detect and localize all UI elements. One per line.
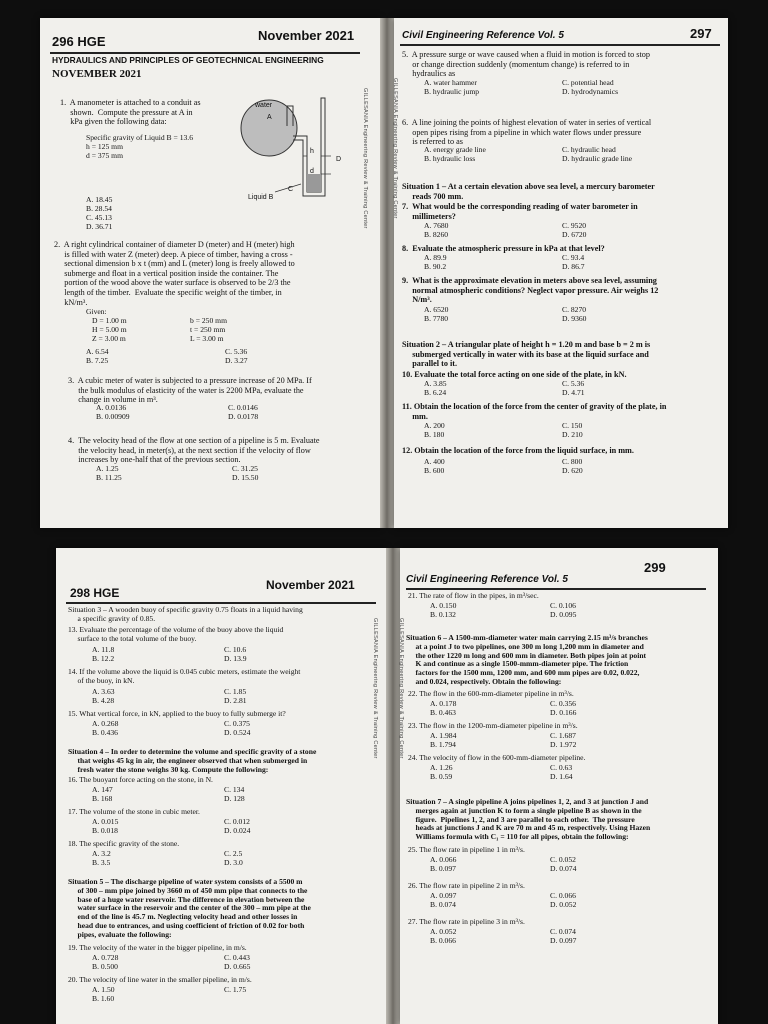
option: B. 600: [424, 466, 445, 475]
option: A. 0.066: [430, 855, 457, 864]
option: C. 0.356: [550, 699, 576, 708]
option: A. 0.052: [430, 927, 457, 936]
question-3: 3. A cubic meter of water is subjected to a pressure increase of 20 MPa. If the bulk modulus of elasticity of the water is 2200 MPa, evaluate the change in volume in m³.: [68, 376, 312, 405]
option: B. 0.018: [92, 826, 118, 835]
question-17: 17. The volume of the stone in cubic meter.: [68, 807, 200, 816]
figure-label-h: h: [310, 148, 314, 155]
option: A. 6.54: [86, 347, 109, 356]
question-1-data: Specific gravity of Liquid B = 13.6 h = 125 mm d = 375 mm: [86, 133, 193, 160]
option: D. 86.7: [562, 262, 585, 271]
option: C. 150: [562, 421, 583, 430]
page-number: 298 HGE: [70, 586, 120, 600]
option: D. 15.50: [232, 473, 259, 482]
situation-2: Situation 2 – A triangular plate of height h = 1.20 m and base b = 2 m is submerged vertically in water with its base at the liquid surface and parallel to it.: [402, 340, 651, 369]
question-8: 8. Evaluate the atmospheric pressure in kPa at that level?: [402, 244, 605, 253]
page-296: [40, 18, 380, 528]
option: A. 0.097: [430, 891, 457, 900]
header-rule: [50, 52, 360, 54]
option: B. 0.436: [92, 728, 118, 737]
option: A. energy grade line: [424, 145, 486, 154]
question-24: 24. The velocity of flow in the 600-mm-diameter pipeline.: [408, 753, 586, 762]
option: A. 0.150: [430, 601, 457, 610]
option: C. 0.052: [550, 855, 576, 864]
side-watermark: GILLESANIA Engineering Review & Training Center: [372, 618, 378, 759]
option: C. 2.5: [224, 849, 243, 858]
question-25: 25. The flow rate in pipeline 1 in m³/s.: [408, 845, 525, 854]
option: D. 620: [562, 466, 583, 475]
option: D. 3.27: [225, 356, 248, 365]
option: B. 0.00909: [96, 412, 130, 421]
option: A. 0.015: [92, 817, 119, 826]
option: C. 8270: [562, 305, 587, 314]
option: B. 180: [424, 430, 445, 439]
option: D. 13.9: [224, 654, 247, 663]
option: C. 0.375: [224, 719, 250, 728]
question-21: 21. The rate of flow in the pipes, in m³/sec.: [408, 591, 539, 600]
option: D. 0.052: [550, 900, 577, 909]
option: A. 1.984: [430, 731, 457, 740]
option: A. 0.0136: [96, 403, 127, 412]
option: C. 45.13: [86, 213, 112, 222]
question-2: 2. A right cylindrical container of diameter D (meter) and H (meter) high is filled with water Z (meter) deep. A piece of timber, having a cross - sectional dimension b x t (mm) and L (meter) long is freely allowed to submerge and float in a vertical position inside the container. The portion of the wood above the water surface is observed to be 2/3 the length of the timber. Evaluate the specific weight of the timber, in kN/m³.: [54, 240, 295, 307]
figure-label-c: C: [288, 186, 294, 193]
header-rule: [66, 602, 376, 604]
section-subtitle: NOVEMBER 2021: [52, 68, 142, 80]
figure-label-d: d: [310, 168, 314, 175]
given-right: b = 250 mm t = 250 mm L = 3.00 m: [190, 316, 227, 343]
option: D. 36.71: [86, 222, 113, 231]
option: C. 10.6: [224, 645, 247, 654]
option: D. 4.71: [562, 388, 585, 397]
option: D. 210: [562, 430, 583, 439]
option: D. 0.665: [224, 962, 251, 971]
option: A. 147: [92, 785, 113, 794]
option: C. potential head: [562, 78, 614, 87]
option: B. 0.59: [430, 772, 453, 781]
page-298: [56, 548, 386, 1024]
option: A. water hammer: [424, 78, 477, 87]
option: D. 1.972: [550, 740, 577, 749]
option: D. 0.524: [224, 728, 251, 737]
option: C. 0.066: [550, 891, 576, 900]
question-12: 12. Obtain the location of the force from the liquid surface, in mm.: [402, 446, 634, 455]
question-5: 5. A pressure surge or wave caused when a fluid in motion is forced to stop or change direction suddenly (momentum change) is referred to in hydraulics as: [402, 50, 650, 79]
question-14: 14. If the volume above the liquid is 0.045 cubic meters, estimate the weight of the buoy, in kN.: [68, 667, 301, 685]
option: C. 1.687: [550, 731, 576, 740]
figure-label-a: A: [267, 114, 272, 121]
option: B. 7.25: [86, 356, 109, 365]
situation-7: Situation 7 – A single pipeline A joins pipelines 1, 2, and 3 at junction J and merges again at junction K to form a single pipeline B as shown in the figure. Pipelines 1, 2, and 3 are parallel to each other. The pressure heads at junctions J and K are 70 m and 45 m, respectively. Using Hazen Williams formula with C₁ = 110 for all pipes, obtain the following:: [406, 797, 651, 842]
question-20: 20. The velocity of line water in the smaller pipeline, in m/s.: [68, 975, 252, 984]
option: D. hydrodynamics: [562, 87, 619, 96]
side-watermark: GILLESANIA Engineering Review & Training Center: [362, 88, 368, 229]
situation-4: Situation 4 – In order to determine the volume and specific gravity of a stone that weighs 45 kg in air, the engineer observed that when submerged in fresh water the stone weighs 30 kg. Compute the following:: [68, 747, 317, 774]
question-7: 7. What would be the corresponding reading of water barometer in millimeters?: [402, 202, 638, 221]
option: B. 1.60: [92, 994, 115, 1003]
option: A. 0.728: [92, 953, 119, 962]
header-rule: [400, 44, 720, 46]
question-4: 4. The velocity head of the flow at one section of a pipeline is 5 m. Evaluate the velocity head, in meter(s), at the next section if the velocity of flow increases by one-half that of the previous section.: [68, 436, 320, 465]
section-title: HYDRAULICS AND PRINCIPLES OF GEOTECHNICAL ENGINEERING: [52, 55, 324, 65]
question-13: 13. Evaluate the percentage of the volume of the buoy above the liquid surface to the total volume of the buoy.: [68, 625, 284, 643]
option: D. hydraulic grade line: [562, 154, 633, 163]
option: C. 5.36: [562, 379, 585, 388]
month-header: November 2021: [258, 28, 355, 43]
option: A. 1.25: [96, 464, 119, 473]
figure-label-liquid-b: Liquid B: [248, 194, 274, 201]
option: C. hydraulic head: [562, 145, 616, 154]
option: C. 0.074: [550, 927, 576, 936]
option: B. 168: [92, 794, 113, 803]
option: B. 0.463: [430, 708, 456, 717]
given-label: Given:: [86, 307, 107, 316]
question-11: 11. Obtain the location of the force from the center of gravity of the plate, in mm.: [402, 402, 667, 421]
option: B. 28.54: [86, 204, 112, 213]
option: D. 0.0178: [228, 412, 259, 421]
option: A. 0.178: [430, 699, 457, 708]
side-watermark: GILLESANIA Engineering Review & Training Center: [392, 78, 398, 219]
option: D. 0.024: [224, 826, 251, 835]
question-9: 9. What is the approximate elevation in meters above sea level, assuming normal atmospheric conditions? Neglect vapor pressure. Air weighs 12 N/m³.: [402, 276, 659, 305]
option: C. 1.75: [224, 985, 247, 994]
situation-5: Situation 5 – The discharge pipeline of water system consists of a 5500 m of 300 – mm pipe joined by 3660 m of 450 mm pipe that connects to the base of a huge water reservoir. The difference in elevation between the water surface in the reservoir and the center of the 300 – mm pipe at the end of the line is 45.7 m. Neglecting velocity head and other losses in head due to entrances, and using coefficient of friction of 0.02 for both pipes, evaluate the following:: [68, 877, 311, 939]
question-22: 22. The flow in the 600-mm-diameter pipeline in m³/s.: [408, 689, 574, 698]
option: A. 1.50: [92, 985, 115, 994]
option: D. 6720: [562, 230, 587, 239]
option: B. 0.097: [430, 864, 456, 873]
page-number: 297: [690, 26, 712, 41]
option: B. 0.500: [92, 962, 118, 971]
page-297: [394, 18, 728, 528]
figure-label-water: water: [255, 102, 273, 109]
option: B. 7780: [424, 314, 449, 323]
option: A. 6520: [424, 305, 449, 314]
situation-3: Situation 3 – A wooden buoy of specific gravity 0.75 floats in a liquid having a specific gravity of 0.85.: [68, 605, 303, 623]
option: A. 3.85: [424, 379, 447, 388]
option: A. 3.2: [92, 849, 111, 858]
option: B. 8260: [424, 230, 449, 239]
option: D. 0.166: [550, 708, 577, 717]
question-10: 10. Evaluate the total force acting on one side of the plate, in kN.: [402, 370, 627, 379]
option: C. 1.85: [224, 687, 247, 696]
option: C. 0.0146: [228, 403, 258, 412]
option: B. 6.24: [424, 388, 447, 397]
option: C. 9520: [562, 221, 587, 230]
option: B. 12.2: [92, 654, 115, 663]
option: D. 1.64: [550, 772, 573, 781]
option: D. 3.0: [224, 858, 243, 867]
page-number: 296 HGE: [52, 34, 106, 49]
option: B. 4.28: [92, 696, 115, 705]
question-27: 27. The flow rate in pipeline 3 in m³/s.: [408, 917, 525, 926]
option: D. 2.81: [224, 696, 247, 705]
question-19: 19. The velocity of the water in the bigger pipeline, in m/s.: [68, 943, 247, 952]
option: A. 0.268: [92, 719, 119, 728]
month-header: November 2021: [266, 578, 355, 592]
reference-header: Civil Engineering Reference Vol. 5: [406, 574, 568, 585]
option: A. 200: [424, 421, 445, 430]
option: C. 31.25: [232, 464, 258, 473]
option: B. 0.074: [430, 900, 456, 909]
option: A. 11.8: [92, 645, 115, 654]
option: A. 3.63: [92, 687, 115, 696]
question-23: 23. The flow in the 1200-mm-diameter pipeline in m³/s.: [408, 721, 578, 730]
situation-1: Situation 1 – At a certain elevation above sea level, a mercury barometer reads 700 mm.: [402, 182, 655, 201]
option: B. hydraulic jump: [424, 87, 480, 96]
option: A. 1.26: [430, 763, 453, 772]
option: D. 0.097: [550, 936, 577, 945]
manometer-figure: [235, 96, 365, 206]
reference-header: Civil Engineering Reference Vol. 5: [402, 30, 564, 41]
option: A. 7680: [424, 221, 449, 230]
given-left: D = 1.00 m H = 5.00 m Z = 3.00 m: [92, 316, 127, 343]
option: C. 134: [224, 785, 245, 794]
option: D. 0.074: [550, 864, 577, 873]
question-15: 15. What vertical force, in kN, applied to the buoy to fully submerge it?: [68, 709, 286, 718]
option: C. 0.012: [224, 817, 250, 826]
option: B. hydraulic loss: [424, 154, 476, 163]
header-rule: [406, 588, 706, 590]
option: C. 0.106: [550, 601, 576, 610]
option: C. 0.443: [224, 953, 250, 962]
option: B. 0.132: [430, 610, 456, 619]
question-16: 16. The buoyant force acting on the stone, in N.: [68, 775, 213, 784]
option: C. 800: [562, 457, 583, 466]
question-18: 18. The specific gravity of the stone.: [68, 839, 180, 848]
page-299: [400, 548, 718, 1024]
option: D. 128: [224, 794, 245, 803]
option: C. 93.4: [562, 253, 585, 262]
option: C. 5.36: [225, 347, 248, 356]
option: D. 0.095: [550, 610, 577, 619]
option: B. 1.794: [430, 740, 456, 749]
page-number: 299: [644, 560, 666, 575]
question-26: 26. The flow rate in pipeline 2 in m³/s.: [408, 881, 525, 890]
option: C. 0.63: [550, 763, 573, 772]
option: B. 11.25: [96, 473, 122, 482]
question-6: 6. A line joining the points of highest elevation of water in series of vertical open pipes rising from a pipeline in which water flows under pressure is referred to as: [402, 118, 652, 147]
question-1: 1. A manometer is attached to a conduit as shown. Compute the pressure at A in kPa given the following data:: [60, 98, 201, 127]
side-watermark: GILLESANIA Engineering Review & Training Center: [398, 618, 404, 759]
figure-label-D: D: [336, 156, 342, 163]
option: A. 400: [424, 457, 445, 466]
situation-6: Situation 6 – A 1500-mm-diameter water main carrying 2.15 m³/s branches at a point J to two pipelines, one 300 m long 1,200 mm in diameter and the other 1220 m long and 600 mm in diameter. Both pipes join at point K and continue as a single 1500-mmm-diameter pipe. The friction factors for the 1500 mm, 1200 mm, and 600 mm pipes are 0.02, 0.022, and 0.024, respectively. Obtain the following:: [406, 633, 648, 686]
option: D. 9360: [562, 314, 587, 323]
option: A. 89.9: [424, 253, 447, 262]
option: A. 18.45: [86, 195, 113, 204]
option: B. 3.5: [92, 858, 111, 867]
option: B. 0.066: [430, 936, 456, 945]
option: B. 90.2: [424, 262, 447, 271]
